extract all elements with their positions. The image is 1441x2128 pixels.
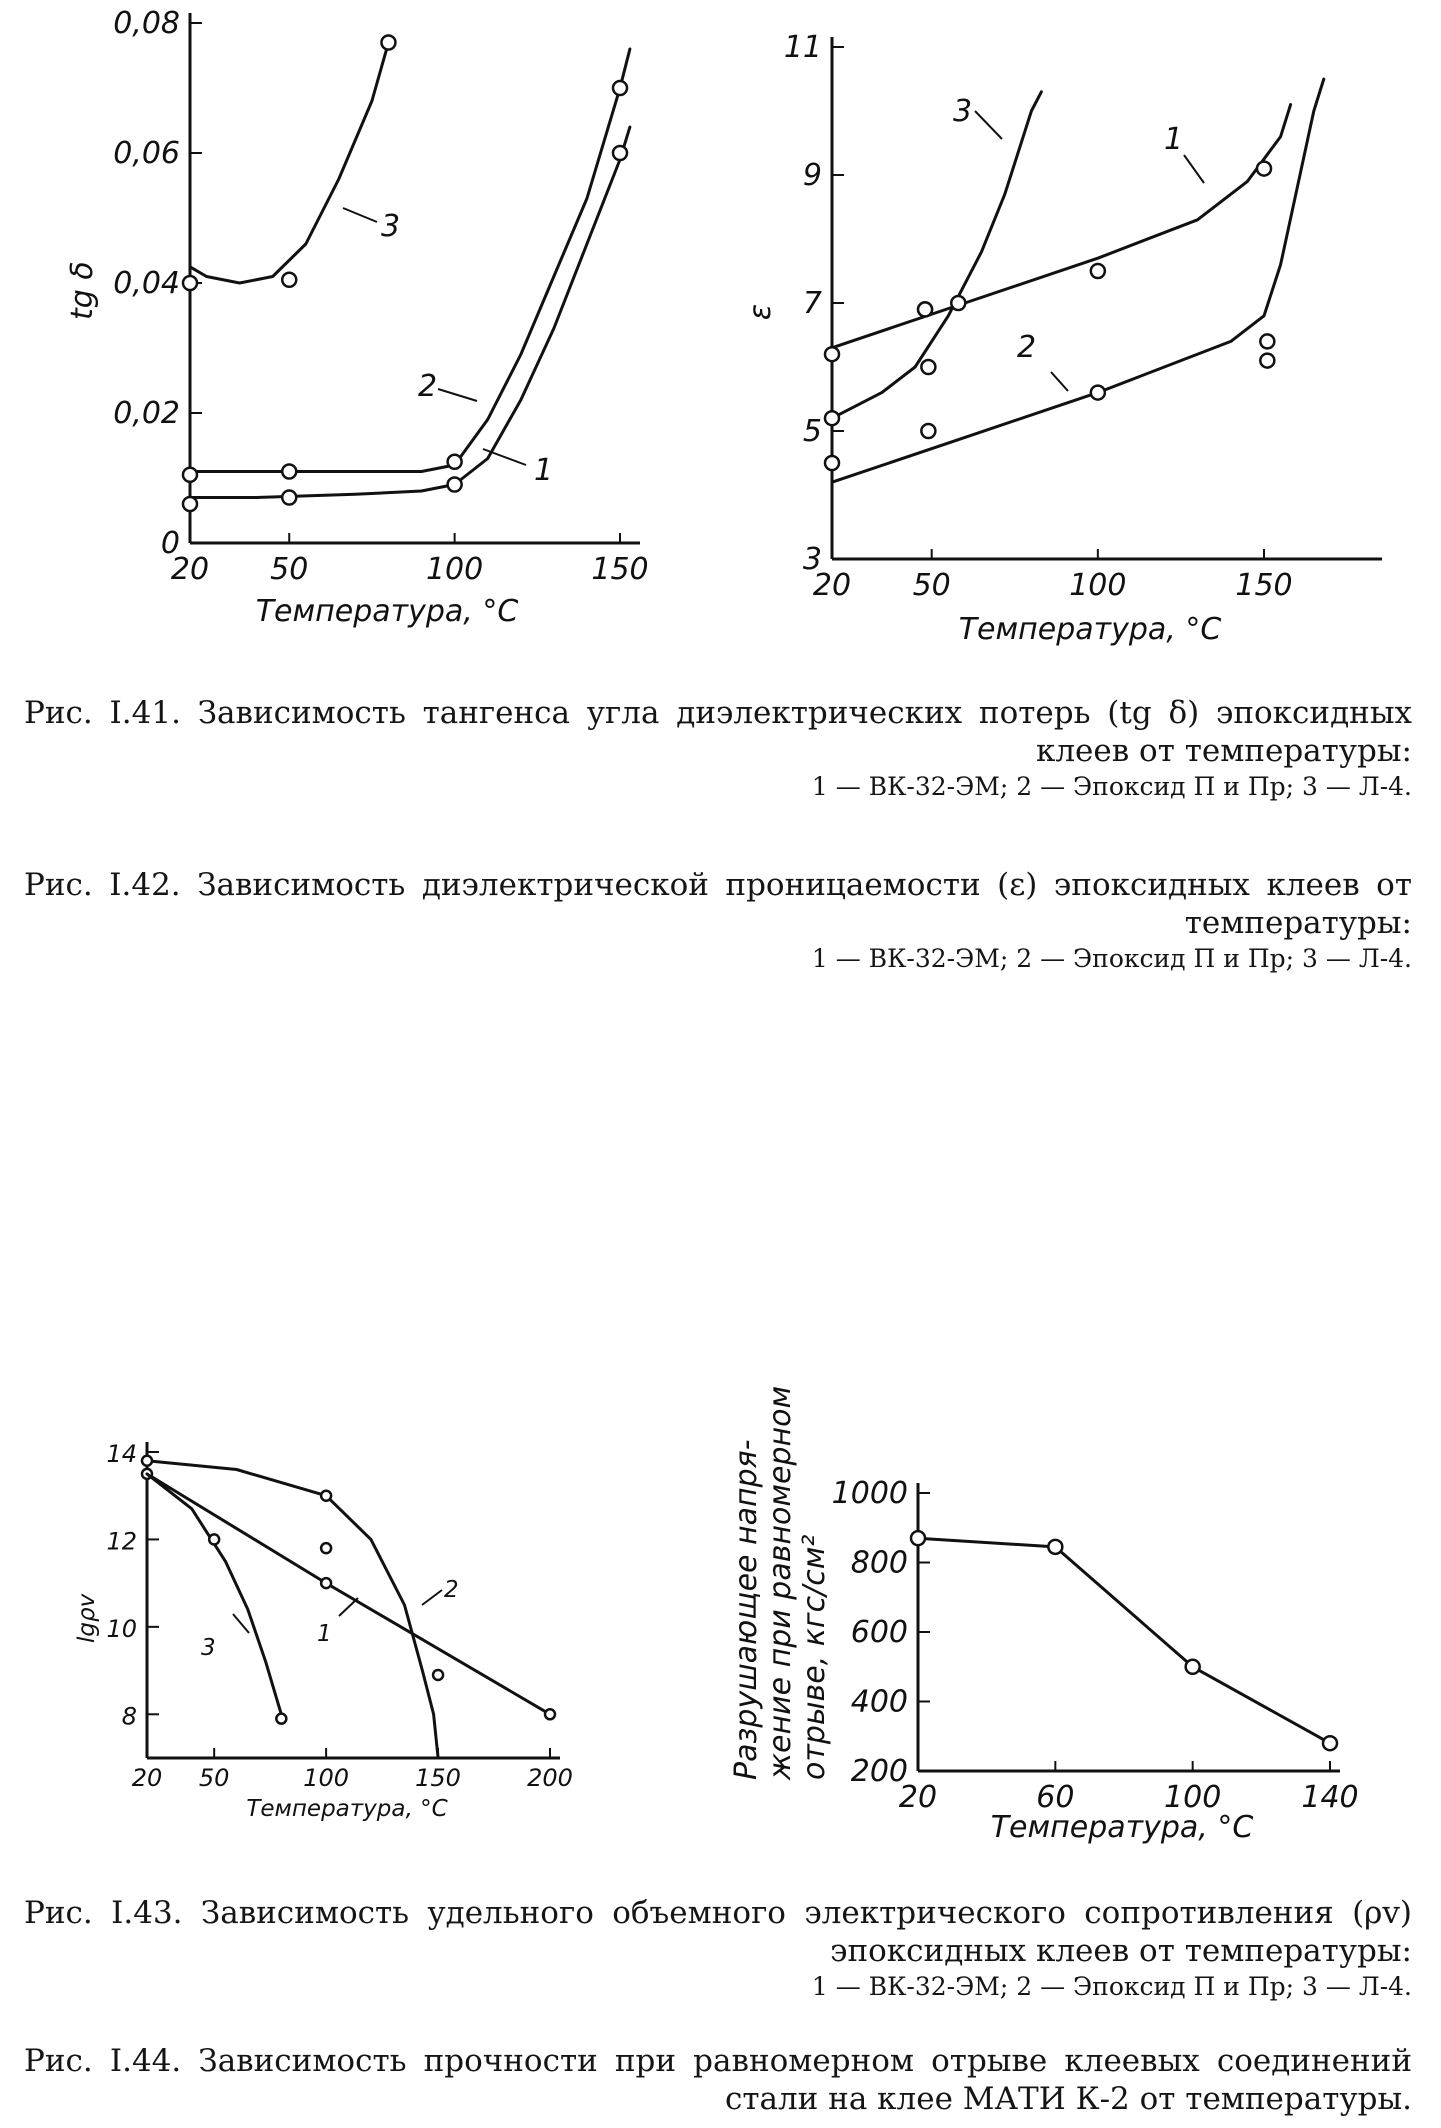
figI-43-ytick-label: 8	[121, 1702, 137, 1731]
figI-42-xtick-label: 50	[912, 568, 951, 603]
fig44-x-axis-title: Температура, °С	[990, 1810, 1254, 1845]
figI-44-ytick-label: 1000	[831, 1476, 908, 1511]
fig43-series-1-label-leader	[339, 1598, 358, 1616]
fig43-x-axis-title: Температура, °С	[246, 1796, 448, 1822]
figI-41-series-1-point	[448, 478, 462, 492]
figI-42-ytick-label: 9	[802, 158, 822, 193]
caption-42-legend: 1 — ВК-32-ЭМ; 2 — Эпоксид П и Пр; 3 — Л-4.	[811, 944, 1412, 973]
figI-42-series-3-point	[918, 302, 932, 316]
figI-42-series-3-point	[825, 411, 839, 425]
figI-41-xtick-label: 100	[425, 552, 484, 587]
figI-44-ytick-label: 800	[850, 1545, 908, 1581]
fig42-series-1-label: 1	[1164, 122, 1184, 157]
fig41-series-1-label: 1	[534, 453, 554, 488]
fig42-series-3-label: 3	[953, 94, 973, 129]
fig44-y-axis-title	[729, 1386, 832, 1781]
figI-43-series-2-point	[321, 1491, 331, 1501]
figI-42-series-3-point	[951, 296, 965, 310]
figI-43-series-2-point	[142, 1456, 152, 1466]
figI-42-series-2-line	[832, 79, 1324, 482]
figI-44-xtick-label: 100	[1164, 1780, 1222, 1815]
fig41-x-axis-title: Температура, °С	[255, 594, 519, 629]
figI-43-series-1-point	[545, 1709, 555, 1719]
fig43-series-2-label-leader	[422, 1590, 442, 1605]
figI-42-series-1-point	[1257, 162, 1271, 176]
figI-42-ytick-label: 11	[783, 30, 822, 65]
figI-42-series-2-point	[921, 424, 935, 438]
figI-42-xtick-label: 150	[1235, 568, 1293, 603]
figI-41-ytick-label: 0,04	[113, 266, 180, 301]
figI-41-series-3-point	[282, 273, 296, 287]
figI-44-ytick-label: 400	[850, 1684, 908, 1720]
figI-42-ytick-label: 3	[802, 542, 822, 577]
figI-41-series-2-point	[613, 81, 627, 95]
figI-42-ytick-label: 7	[802, 286, 822, 321]
figI-41-xtick-label: 50	[270, 552, 309, 587]
fig43-series-1-label: 1	[317, 1621, 332, 1647]
figI-42-series-1-point	[1091, 264, 1105, 278]
figI-44-xtick-label: 20	[898, 1780, 938, 1815]
fig43-series-3-label-leader	[233, 1614, 249, 1633]
figI-43-series-3-point	[209, 1534, 219, 1544]
fig42-y-axis-title: ε	[743, 303, 778, 321]
fig43-series-2-label: 2	[444, 1577, 459, 1603]
figI-41-series-2-point	[282, 465, 296, 479]
figI-44-series-1-point	[911, 1531, 925, 1545]
figI-42-series-2-point	[825, 456, 839, 470]
fig44-y-axis-title-line: Разрушающее напря-	[729, 1439, 764, 1780]
figI-42-series-2-point	[1260, 334, 1274, 348]
figI-43-ytick-label: 10	[106, 1614, 137, 1643]
fig41-series-3-label-leader	[343, 208, 377, 222]
figI-43-series-2-line	[147, 1461, 438, 1758]
figI-44-xtick-label: 140	[1301, 1780, 1359, 1815]
figI-43-series-1-point	[321, 1578, 331, 1588]
figI-42-series-3-point	[921, 360, 935, 374]
figI-42-series-2-point	[1260, 354, 1274, 368]
figI-44-series-1-point	[1186, 1660, 1200, 1674]
fig44-y-axis-title-line: отрыве, кгс/см²	[797, 1534, 832, 1780]
caption-41-line2: клеев от температуры:	[1035, 733, 1412, 769]
figI-41-ytick-label: 0	[160, 526, 180, 561]
figI-43-series-2-point	[433, 1670, 443, 1680]
figI-43-series-3-line	[147, 1474, 281, 1714]
figI-44-ytick-label: 200	[850, 1754, 908, 1789]
figI-43-xtick-label: 20	[131, 1764, 163, 1792]
figI-41-xtick-label: 20	[170, 552, 210, 587]
fig41-series-3-label: 3	[381, 209, 401, 244]
figI-41-ytick-label: 0,06	[113, 136, 180, 171]
figI-43-xtick-label: 200	[527, 1764, 573, 1792]
caption-43-legend: 1 — ВК-32-ЭМ; 2 — Эпоксид П и Пр; 3 — Л-4.	[811, 1972, 1412, 2001]
figI-42-series-1-point	[825, 347, 839, 361]
figI-42-xtick-label: 20	[812, 568, 852, 603]
figI-43-xtick-label: 150	[415, 1764, 461, 1792]
figI-41-series-2-point	[448, 455, 462, 469]
figI-41-series-3-point	[381, 36, 395, 50]
fig42-x-axis-title: Температура, °С	[958, 612, 1222, 647]
figI-43-ytick-label: 12	[106, 1527, 137, 1556]
figI-41-ytick-label: 0,08	[113, 6, 180, 41]
fig41-y-axis-title: tg δ	[65, 261, 100, 320]
figI-41-series-1-line	[190, 127, 630, 498]
fig44-y-axis-title-line: жение при равномерном	[763, 1385, 798, 1780]
figI-43-xtick-label: 50	[198, 1764, 230, 1792]
figI-41-series-2-point	[183, 468, 197, 482]
figI-44-ytick-label: 600	[850, 1615, 908, 1650]
figI-43-xtick-label: 100	[303, 1764, 350, 1792]
fig42-series-3-label-leader	[975, 111, 1002, 139]
fig43-series-3-label: 3	[201, 1635, 216, 1661]
caption-41-line1: Рис. I.41. Зависимость тангенса угла диэлектрических потерь (tg δ) эпоксидных	[24, 695, 1412, 731]
figI-41-series-1-point	[282, 491, 296, 505]
figI-42-xtick-label: 100	[1069, 568, 1127, 603]
figI-41-series-2-line	[190, 49, 630, 472]
figI-43-ytick-label: 14	[106, 1440, 137, 1468]
figI-44-series-1-point	[1048, 1540, 1062, 1554]
caption-42-line1: Рис. I.42. Зависимость диэлектрической проницаемости (ε) эпоксидных клеев от	[24, 867, 1412, 903]
fig41-series-2-label: 2	[418, 369, 438, 404]
figI-44-series-1-point	[1323, 1736, 1337, 1750]
figI-42-ytick-label: 5	[802, 414, 822, 449]
fig41-series-2-label-leader	[438, 389, 477, 401]
figI-41-series-3-point	[183, 276, 197, 290]
figI-42-series-2-point	[1091, 386, 1105, 400]
figI-41-ytick-label: 0,02	[113, 396, 180, 431]
figI-44-xtick-label: 60	[1036, 1780, 1075, 1815]
figI-43-series-1-line	[147, 1474, 550, 1714]
figI-41-series-1-point	[183, 497, 197, 511]
figI-41-xtick-label: 150	[591, 552, 649, 587]
caption-43-line2: эпоксидных клеев от температуры:	[830, 1933, 1412, 1969]
figI-42-series-1-line	[832, 105, 1291, 348]
figI-41-series-3-line	[190, 43, 389, 284]
figI-43-series-3-point	[276, 1714, 286, 1724]
fig43-y-axis-title: lgρv	[74, 1593, 100, 1643]
caption-42-line2: температуры:	[1184, 905, 1412, 941]
fig42-series-2-label: 2	[1017, 330, 1037, 365]
figI-43-series-2-point	[321, 1543, 331, 1553]
fig42-series-2-label-leader	[1051, 372, 1068, 391]
fig42-series-1-label-leader	[1184, 155, 1204, 183]
caption-44-line1: Рис. I.44. Зависимость прочности при равномерном отрыве клеевых соединений	[24, 2043, 1412, 2079]
figI-41-series-1-point	[613, 146, 627, 160]
figI-44-series-1-line	[918, 1538, 1330, 1743]
caption-fig-43	[24, 1894, 1412, 2004]
caption-fig-44	[24, 2042, 1412, 2118]
figI-42-series-3-line	[832, 92, 1041, 418]
caption-41-legend: 1 — ВК-32-ЭМ; 2 — Эпоксид П и Пр; 3 — Л-4.	[811, 772, 1412, 801]
caption-44-line2: стали на клее МАТИ К-2 от температуры.	[724, 2081, 1412, 2117]
caption-fig-41	[24, 694, 1412, 804]
caption-fig-42	[24, 866, 1412, 976]
caption-43-line1: Рис. I.43. Зависимость удельного объемного электрического сопротивления (ρv)	[24, 1895, 1412, 1931]
